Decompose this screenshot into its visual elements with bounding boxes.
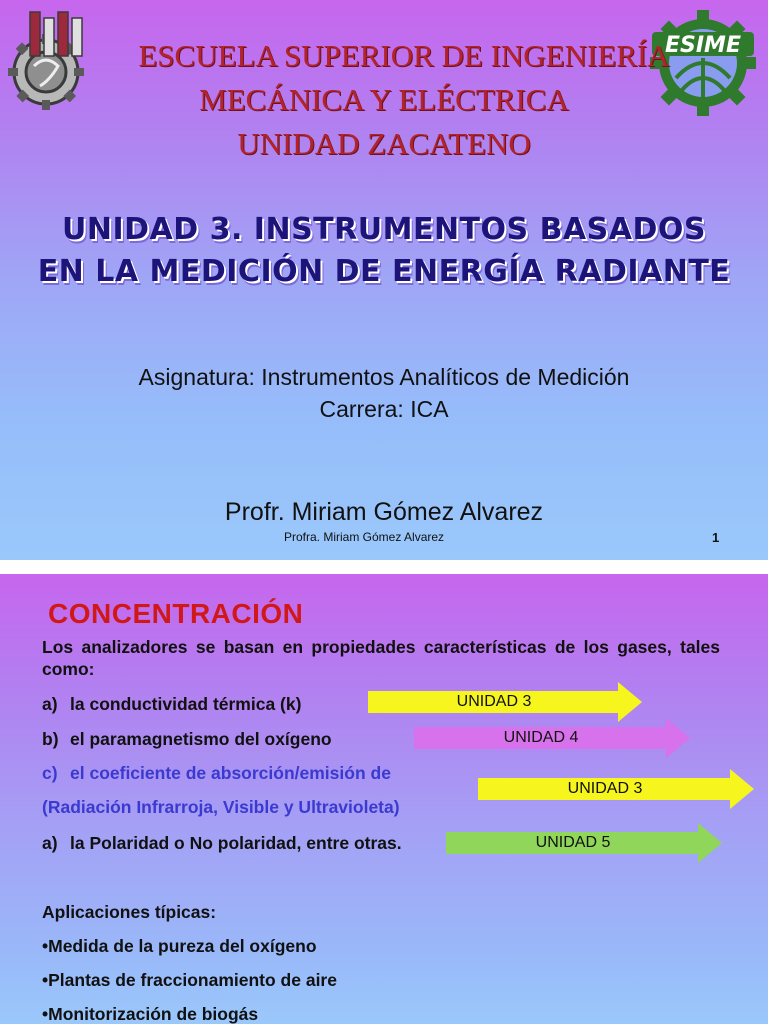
list-item [42,729,332,750]
list-item-label: a) [42,833,58,853]
school-name-line-2: MECÁNICA Y ELÉCTRICA [199,82,569,117]
applications-title: Aplicaciones típicas: [42,902,217,922]
list-item [42,763,391,784]
list-item-label: c) [42,763,58,783]
list-item [42,833,402,854]
application-item: •Medida de la pureza del oxígeno [42,936,317,956]
list-item-text: el paramagnetismo del oxígeno [70,729,332,749]
list-item-text: la Polaridad o No polaridad, entre otras. [70,833,402,853]
esime-logo-text: ESIME [665,33,741,58]
arrow-head-icon [730,769,754,809]
arrow-label: UNIDAD 5 [535,834,611,851]
intro-paragraph: Los analizadores se basan en propiedades características de los gases, tales como: [42,637,720,679]
list-item-label: b) [42,729,59,749]
career-text: Carrera: ICA [319,396,449,422]
list-item-text: el coeficiente de absorción/emisión de [70,763,391,783]
arrow-label: UNIDAD 3 [456,693,532,710]
unit-arrow-3 [478,769,754,809]
arrow-label: UNIDAD 4 [503,729,579,746]
arrow-head-icon [698,823,722,863]
footer-professor: Profra. Miriam Gómez Alvarez [284,530,445,544]
list-item-continuation [42,797,400,818]
arrow-head-icon [666,718,690,758]
slide-number: 1 [712,530,720,545]
school-name-line-3: UNIDAD ZACATENO [237,126,531,161]
list-item-text: la conductividad térmica (k) [70,694,302,714]
arrow-head-icon [618,682,642,722]
list-item [42,694,301,715]
unit-title-line-2: EN LA MEDICIÓN DE ENERGÍA RADIANTE [37,254,731,289]
concentration-slide [0,574,768,1024]
arrow-label: UNIDAD 3 [567,780,643,797]
list-item-text: (Radiación Infrarroja, Visible y Ultravioleta) [42,797,400,817]
subject-text: Asignatura: Instrumentos Analíticos de Medición [138,364,630,390]
unit-title-line-1: UNIDAD 3. INSTRUMENTOS BASADOS [61,212,706,247]
unit-arrow-2 [414,718,690,758]
list-item-label: a) [42,694,58,714]
professor-name: Profr. Miriam Gómez Alvarez [224,498,544,526]
application-item: •Plantas de fraccionamiento de aire [42,970,337,990]
section-heading: CONCENTRACIÓN [48,598,304,629]
unit-arrow-1 [368,682,642,722]
application-item: •Monitorización de biogás [42,1004,259,1024]
unit-arrow-4 [446,823,722,863]
school-name-line-1: ESCUELA SUPERIOR DE INGENIERÍA [138,38,670,73]
